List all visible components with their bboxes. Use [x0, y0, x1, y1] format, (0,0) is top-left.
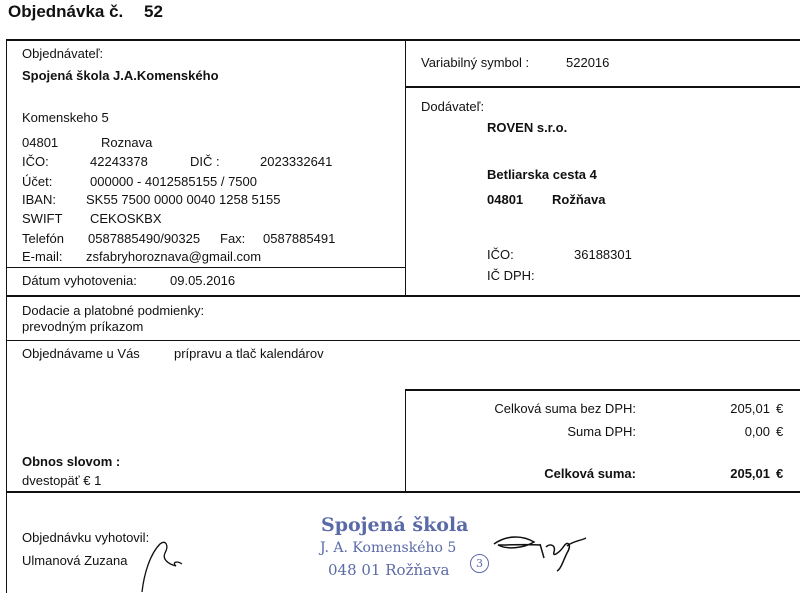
issuer-signature [138, 530, 190, 593]
issue-date-label: Dátum vyhotovenia: [22, 273, 137, 288]
supplier-name: ROVEN s.r.o. [487, 120, 568, 135]
supplier-ico-label: IČO: [487, 247, 514, 262]
orderer-email-label: E-mail: [22, 249, 63, 264]
orderer-ico: 42243378 [90, 154, 148, 169]
orderer-name: Spojená škola J.A.Komenského [22, 68, 219, 83]
vat-amount-label: Suma DPH: [567, 424, 636, 439]
terms-value: prevodným príkazom [22, 319, 144, 334]
total-currency: € [776, 466, 784, 481]
supplier-city: Rožňava [552, 192, 606, 207]
variable-symbol-label: Variabilný symbol : [421, 55, 530, 70]
net-amount-label: Celková suma bez DPH: [494, 401, 636, 416]
orderer-dic-label: DIČ : [190, 154, 220, 169]
vat-amount: 0,00 [744, 424, 770, 439]
orderer-dic: 2023332641 [260, 154, 333, 169]
orderer-iban-label: IBAN: [22, 192, 56, 207]
vat-currency: € [776, 424, 784, 439]
supplier-street: Betliarska cesta 4 [487, 167, 597, 182]
orderer-city: Roznava [101, 135, 153, 150]
order-subject: prípravu a tlač kalendárov [174, 346, 324, 361]
supplier-icdph-label: IČ DPH: [487, 268, 535, 283]
amount-words-label: Obnos slovom : [22, 454, 121, 469]
orderer-iban: SK55 7500 0000 0040 1258 5155 [86, 192, 281, 207]
total-amount: 205,01 [730, 466, 770, 481]
orderer-zip: 04801 [22, 135, 59, 150]
orderer-fax-label: Fax: [220, 231, 246, 246]
amount-words: dvestopäť € 1 [22, 473, 102, 488]
terms-label: Dodacie a platobné podmienky: [22, 303, 205, 318]
issuer-name: Ulmanová Zuzana [22, 553, 128, 568]
supplier-label: Dodávateľ: [421, 99, 485, 114]
issue-date: 09.05.2016 [170, 273, 236, 288]
stamp-line-3: 048 01 Rožňava [328, 561, 450, 579]
stamp-line-2: J. A. Komenského 5 [320, 540, 457, 556]
order-intro: Objednávame u Vás [22, 346, 140, 361]
order-number: 52 [144, 2, 163, 21]
orderer-account-label: Účet: [22, 174, 53, 189]
orderer-phone-label: Telefón [22, 231, 64, 246]
signature-icon [490, 524, 590, 574]
net-currency: € [776, 401, 784, 416]
stamp-number: 3 [470, 554, 489, 573]
net-amount: 205,01 [730, 401, 770, 416]
page-title: Objednávka č. [8, 2, 124, 21]
issuer-label: Objednávku vyhotovil: [22, 530, 150, 545]
orderer-street: Komenskeho 5 [22, 110, 109, 125]
orderer-ico-label: IČO: [22, 154, 49, 169]
orderer-email: zsfabryhoroznava@gmail.com [86, 249, 262, 264]
orderer-swift: CEKOSKBX [90, 211, 162, 226]
orderer-label: Objednávateľ: [22, 46, 104, 61]
orderer-swift-label: SWIFT [22, 211, 63, 226]
stamp-line-1: Spojená škola [321, 514, 469, 536]
total-amount-label: Celková suma: [544, 466, 636, 481]
variable-symbol: 522016 [566, 55, 610, 70]
orderer-fax: 0587885491 [263, 231, 336, 246]
orderer-phone: 0587885490/90325 [88, 231, 201, 246]
supplier-ico: 36188301 [574, 247, 632, 262]
orderer-account: 000000 - 4012585155 / 7500 [90, 174, 257, 189]
supplier-zip: 04801 [487, 192, 524, 207]
